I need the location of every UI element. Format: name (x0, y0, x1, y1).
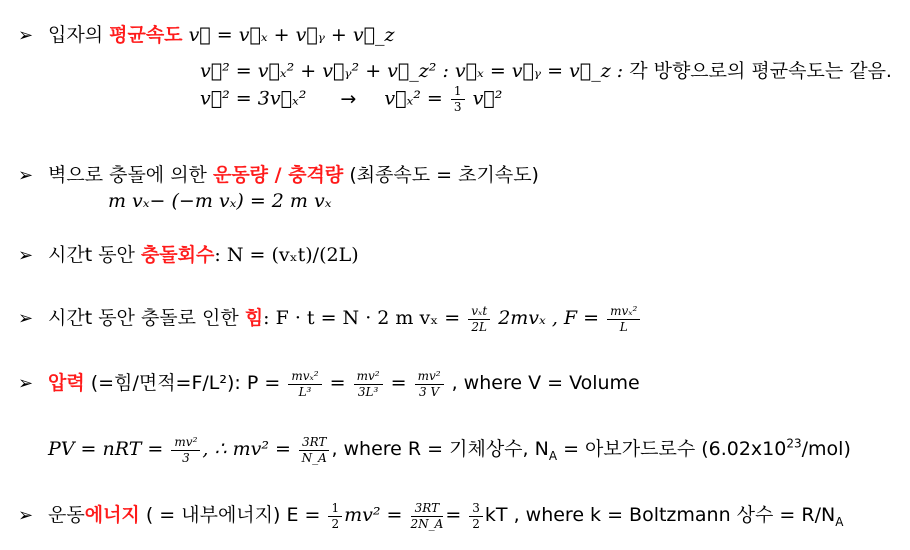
s1-formula-1: v⃗ = v⃗ₓ + v⃗ᵧ + v⃗_z (188, 24, 395, 46)
fraction-one-half: $\frac{1}{2}$ (328, 501, 342, 531)
s1-highlight: 평균속도 (109, 24, 183, 46)
s6-a: PV = nRT = (48, 438, 164, 460)
s7-tail-sub: A (835, 514, 844, 529)
line-mean-velocity (18, 20, 395, 47)
bullet-icon: ➢ (18, 373, 34, 394)
s1-formula-3b: v⃗ₓ² = (384, 87, 443, 110)
s1-formula-2-text: 각 방향으로의 평균속도는 같음. (629, 60, 892, 82)
s6-d-sup: 23 (786, 436, 802, 451)
bullet-icon: ➢ (18, 308, 34, 329)
line-ideal-gas (48, 434, 851, 465)
s6-c: , where R = 기체상수, N (331, 438, 549, 460)
s7-eq: = (445, 504, 462, 526)
s5-eq-1: = (329, 372, 346, 394)
fraction-3RT-NA: $\frac{3RT}{N\_A}$ (299, 435, 329, 465)
line-collision-count (18, 240, 359, 267)
s5-eq-2: = (390, 372, 407, 394)
s3-post: : N = (vₓt)/(2L) (214, 244, 359, 266)
s2-pre: 벽으로 충돌에 의한 (48, 164, 207, 186)
line-kinetic-energy (18, 500, 843, 531)
s7-tail: kT , where k = Boltzmann 상수 = R/N (484, 504, 836, 526)
s1-pre: 입자의 (48, 24, 104, 46)
s6-c-sub: A (548, 448, 558, 463)
s1-formula-3a: v⃗² = 3v⃗ₓ² (200, 87, 307, 110)
bullet-icon: ➢ (18, 165, 34, 186)
s7-pre: 운동 (48, 504, 85, 526)
line-pressure (18, 368, 640, 399)
s7-m1: mv² = (344, 504, 403, 526)
s4-pre: 시간t 동안 충돌로 인한 (48, 307, 239, 329)
fraction-mv2-3L3: $\frac{\text{mv²}}{\text{3L³}}$ (354, 369, 383, 399)
fraction-mv2-3V: $\frac{\text{mv²}}{3 V}$ (415, 369, 444, 399)
s7-highlight: 에너지 (84, 504, 140, 526)
fraction-vxt-2L: $\frac{\text{vₓt}}{2L}$ (468, 304, 490, 334)
s1-formula-3c: v⃗² (472, 87, 503, 110)
s2-highlight: 운동량 / 충격량 (212, 164, 344, 186)
fraction-mv2-3: $\frac{\text{mv²}}{3}$ (171, 435, 200, 465)
fraction-3RT-2NA: $\frac{3RT}{2N\_A}$ (410, 500, 444, 531)
s2-post: (최종속도 = 초기속도) (349, 164, 539, 186)
s3-pre: 시간t 동안 (48, 244, 135, 266)
s5-tail: , where V = Volume (451, 372, 640, 394)
fraction-mvx2-L: $\frac{\text{mvₓ²}}{L}$ (607, 304, 640, 334)
line-force (18, 303, 642, 334)
s4-highlight: 힘 (244, 307, 264, 329)
bullet-icon: ➢ (18, 505, 34, 526)
line-momentum-formula (108, 190, 331, 212)
bullet-icon: ➢ (18, 25, 34, 46)
s4-mid: 2mvₓ , F = (498, 307, 600, 329)
arrow-icon: → (340, 87, 357, 110)
bullet-icon: ➢ (18, 245, 34, 266)
s4-post: : F · t = N · 2 m vₓ = (263, 307, 461, 329)
s7-post: ( = 내부에너지) E = (145, 504, 321, 526)
line-momentum (18, 160, 539, 187)
line-velocity-squared (200, 56, 892, 83)
s6-b: , ∴ mv² = (202, 438, 291, 460)
fraction-mvx2-L3: $\frac{\text{mvₓ²}}{\text{L³}}$ (288, 369, 321, 399)
s3-highlight: 충돌회수 (140, 244, 215, 266)
s5-highlight: 압력 (48, 372, 85, 394)
s1-formula-2: v⃗² = v⃗ₓ² + v⃗ᵧ² + v⃗_z² : v⃗ₓ = v⃗ᵧ = v⃗_z : (200, 60, 630, 82)
fraction-three-half: $\frac{3}{2}$ (469, 501, 483, 531)
s6-e: /mol) (801, 438, 851, 460)
s2-formula: m vₓ− (−m vₓ) = 2 m vₓ (108, 190, 332, 212)
s5-post: (=힘/면적=F/L²): P = (90, 372, 281, 394)
fraction-one-third: $\frac{1}{3}$ (451, 84, 465, 114)
s6-d: = 아보가드로수 (6.02x10 (557, 438, 787, 460)
line-velocity-relation (200, 84, 502, 114)
